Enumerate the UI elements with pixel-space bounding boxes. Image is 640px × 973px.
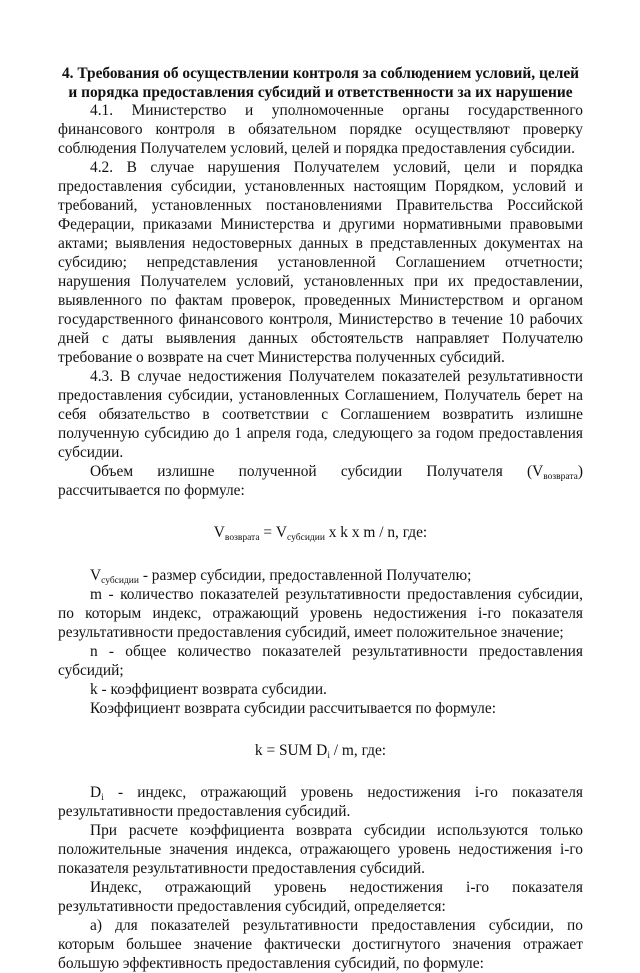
paragraph-4-2: 4.2. В случае нарушения Получателем условий, цели и порядка предоставления субсидии, установленных настоящим Порядком, условий и требований, установленных постановлениями Правительства Российской Федерации, приказами Министерства и другими нормативными правовыми актами; выявления недостоверных данных в представленных документах на субсидию; непредставления установленной Соглашением отчетности; нарушения Получателем условий, установленных при их предоставлении, выявленного по фактам проверок, проведенных Министерством и органом государственного финансового контроля, Министерство в течение 10 рабочих дней с даты выявления данных обстоятельств направляет Получателю требование о возврате на счет Министерства полученных субсидий. <box>58 159 583 366</box>
volume-text: Объем излишне полученной субсидии Получателя (V <box>90 463 544 480</box>
paragraph-4-1: 4.1. Министерство и уполномоченные органы государственного финансового контроля в обязательном порядке осуществляют проверку соблюдения Получателем условий, целей и порядка предоставления субсидии. <box>58 102 583 157</box>
formula2-subscript: i <box>327 751 330 761</box>
formula-s-subscript: субсидии <box>287 533 325 543</box>
formula-v-subscript: возврата <box>224 533 260 543</box>
formula-eq: = V <box>259 524 288 541</box>
def-d-subscript: i <box>101 793 104 803</box>
def-v-subscript: субсидии <box>101 576 139 586</box>
def-d-symbol: D <box>90 784 102 801</box>
document-body <box>58 101 583 973</box>
item-a: а) для показателей результативности предоставления субсидии, по которым большее значение фактически достигнутого значения отражает большую эффективность предоставления субсидий, по формуле: <box>58 917 583 972</box>
definition-k: k - коэффициент возврата субсидии. <box>90 681 327 698</box>
def-v-symbol: V <box>90 567 102 584</box>
definition-v-subsidy <box>58 566 583 585</box>
definition-d <box>58 783 583 821</box>
calculation-note: При расчете коэффициента возврата субсидии используются только положительные значения индекса, отражающего уровень недостижения i-го показателя результативности предоставления субсидий. <box>58 822 583 877</box>
return-volume-formula <box>58 523 583 542</box>
definition-m: m - количество показателей результативности предоставления субсидии, по которым индекс, отражающий уровень недостижения i-го показателя результативности предоставления субсидий, имеет положительное значение; <box>58 586 583 641</box>
paragraph-4-3: 4.3. В случае недостижения Получателем показателей результативности предоставления субсидии, установленных Соглашением, Получатель берет на себя обязательство в соответствии с Соглашением возвратить излишне полученную субсидию до 1 апреля года, следующего за годом предоставления субсидии. <box>58 368 583 461</box>
def-v-text: - размер субсидии, предоставленной Получателю; <box>138 567 472 584</box>
formula2-pre: k = SUM D <box>254 742 328 759</box>
def-d-text: - индекс, отражающий уровень недостижения i-го показателя результативности предоставления субсидий. <box>58 784 583 820</box>
formula-rest: x k x m / n, где: <box>324 524 428 541</box>
volume-paragraph <box>58 462 583 500</box>
coefficient-formula <box>58 741 583 760</box>
formula2-post: / m, где: <box>329 742 387 759</box>
section-heading: 4. Требования об осуществлении контроля за соблюдением условий, целей и порядка предоставления субсидий и ответственности за их нарушение <box>61 65 580 101</box>
volume-tail: ) рассчитывается по формуле: <box>58 463 583 499</box>
index-intro: Индекс, отражающий уровень недостижения i-го показателя результативности предоставления субсидий, определяется: <box>58 879 583 915</box>
coefficient-intro: Коэффициент возврата субсидии рассчитывается по формуле: <box>90 700 496 717</box>
volume-subscript: возврата <box>543 472 578 482</box>
definition-n: n - общее количество показателей результативности предоставления субсидий; <box>58 643 583 679</box>
formula-v: V <box>213 524 225 541</box>
